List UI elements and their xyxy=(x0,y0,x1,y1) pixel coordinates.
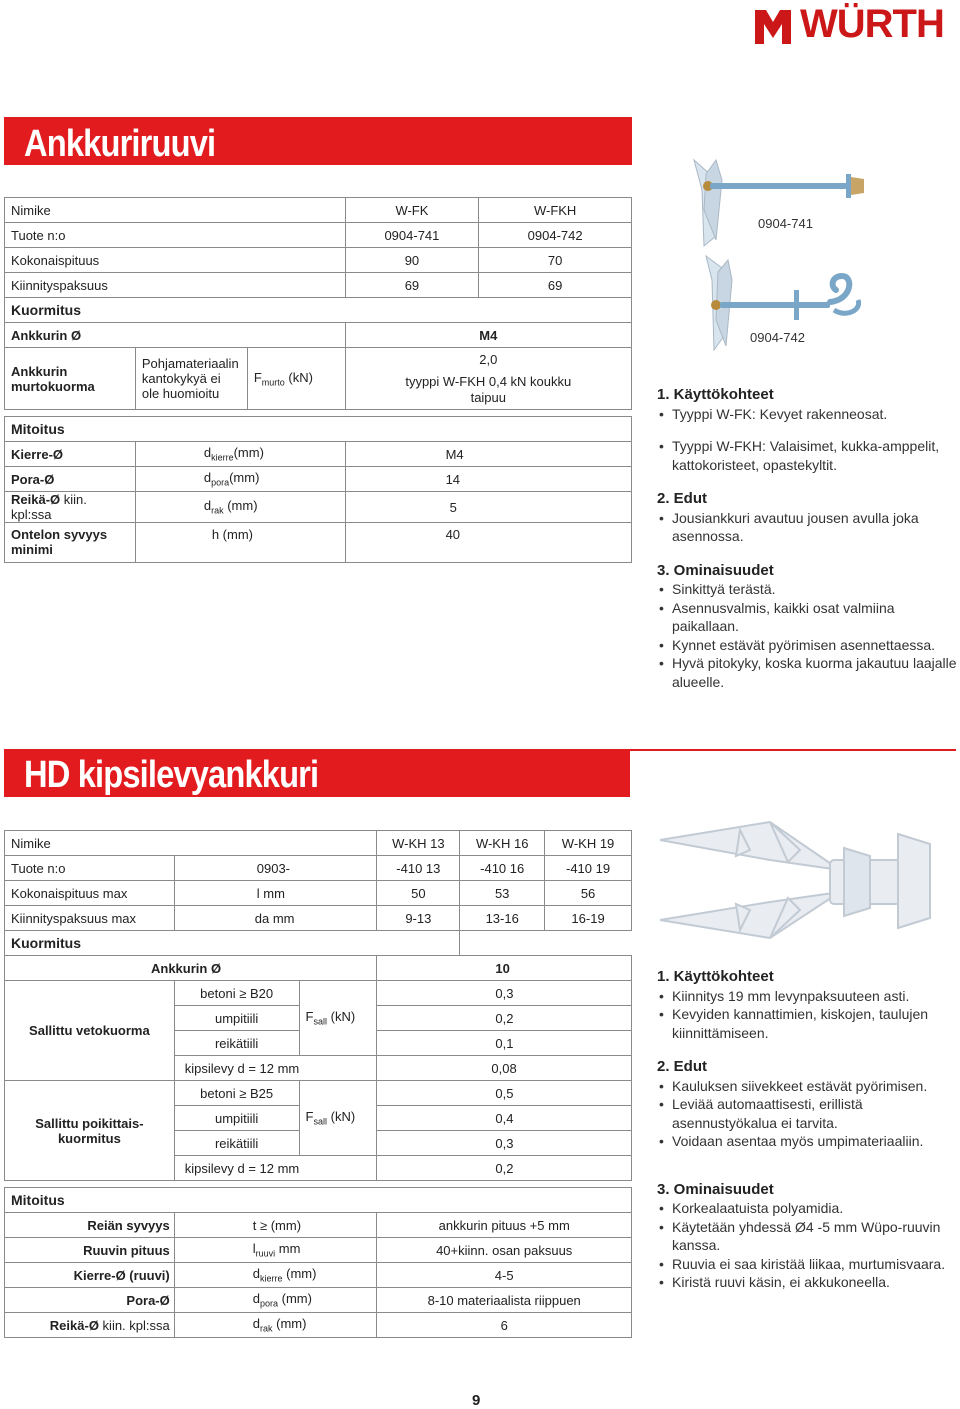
table-cell: 40+kiinn. osan paksuus xyxy=(377,1238,632,1263)
table-row xyxy=(5,931,632,956)
table-cell: reikätiili xyxy=(174,1031,299,1056)
list-item: • Hyvä pitokyky, koska kuorma jakautuu laajalle alueelle. xyxy=(657,654,957,691)
table-cell: W-FK xyxy=(345,198,479,223)
row-label: Kokonaispituus xyxy=(5,248,346,273)
section-title-ankkuriruuvi: Ankkuriruuvi xyxy=(4,117,632,165)
list-item: • Voidaan asentaa myös umpimateriaaliin. xyxy=(657,1132,957,1151)
table-row xyxy=(5,492,632,523)
row-label: Sallittu vetokuorma xyxy=(5,981,175,1081)
table-cell: 16-19 xyxy=(545,906,632,931)
list-item: • Jousiankkuri avautuu jousen avulla joka asennossa. xyxy=(657,509,957,546)
table-cell: h (mm) xyxy=(135,523,345,563)
table-cell: $d_{pora}(mm)$ xyxy=(135,467,345,492)
table-row xyxy=(5,467,632,492)
table-cell: 0903- xyxy=(174,856,377,881)
info-heading: 1. Käyttökohteet xyxy=(657,968,774,985)
list-item: • Kiinnitys 19 mm levynpaksuuteen asti. xyxy=(657,987,957,1006)
table-cell: $l_{ruuvi}$ mm xyxy=(174,1238,377,1263)
section-heading: Mitoitus xyxy=(5,1188,632,1213)
table-cell: 0,1 xyxy=(377,1031,632,1056)
list-item: • Käytetään yhdessä Ø4 -5 mm Wüpo-ruuvin kanssa. xyxy=(657,1218,957,1255)
table-cell: kipsilevy d = 12 mm xyxy=(174,1156,377,1181)
table-cell: 0,3 xyxy=(377,1131,632,1156)
table-cell: 6 xyxy=(377,1313,632,1338)
row-label: Ankkurin Ø xyxy=(5,323,346,348)
table-row xyxy=(5,1188,632,1213)
table-cell: -410 13 xyxy=(377,856,460,881)
table-cell: W-FKH xyxy=(479,198,632,223)
row-label: Kiinnityspaksuus max xyxy=(5,906,175,931)
hollow-wall-anchor-image xyxy=(640,800,956,960)
table-cell: $d_{rak}$ (mm) xyxy=(174,1313,377,1338)
table-cell: betoni ≥ B20 xyxy=(174,981,299,1006)
table-cell: 0,3 xyxy=(377,981,632,1006)
table-cell: W-KH 19 xyxy=(545,831,632,856)
info-heading: 1. Käyttökohteet xyxy=(657,386,774,403)
wurth-logo xyxy=(752,4,957,50)
table-cell: $d_{kierre}$ (mm) xyxy=(174,1263,377,1288)
list-item: • Kauluksen siivekkeet estävät pyörimisen. xyxy=(657,1077,957,1096)
murto-note: tyyppi W-FKH 0,4 kN koukku taipuu xyxy=(405,373,572,405)
spec-table-ankkuriruuvi xyxy=(4,197,632,563)
row-label: Tuote n:o xyxy=(5,223,346,248)
table-cell xyxy=(345,348,631,410)
table-cell: 8-10 materiaalista riippuen xyxy=(377,1288,632,1313)
table-row xyxy=(5,1263,632,1288)
table-cell: $F_{sall}$ (kN) xyxy=(299,1081,377,1156)
wurth-logo-icon xyxy=(752,6,794,48)
list-item: • Kiristä ruuvi käsin, ei akkukoneella. xyxy=(657,1273,957,1292)
table-row xyxy=(5,1288,632,1313)
table-row xyxy=(5,298,632,323)
table-cell: betoni ≥ B25 xyxy=(174,1081,299,1106)
table-row xyxy=(5,1238,632,1263)
table-cell: 70 xyxy=(479,248,632,273)
table-row xyxy=(5,1313,632,1338)
anchor-product-image xyxy=(676,150,896,360)
table-cell: 14 xyxy=(345,467,631,492)
table-cell: 56 xyxy=(545,881,632,906)
row-label: Kierre-Ø (ruuvi) xyxy=(5,1263,175,1288)
table-cell: $d_{rak}$ (mm) xyxy=(135,492,345,523)
row-label: Tuote n:o xyxy=(5,856,175,881)
row-label: Nimike xyxy=(5,198,346,223)
table-row xyxy=(5,348,632,410)
list-item: • Asennusvalmis, kaikki osat valmiina paikallaan. xyxy=(657,599,957,636)
row-label: Reikä-Ø kiin. kpl:ssa xyxy=(5,492,136,523)
table-cell: 13-16 xyxy=(460,906,545,931)
info-block-ankkuriruuvi xyxy=(657,386,957,691)
table-cell: $F_{sall}$ (kN) xyxy=(299,981,377,1056)
info-heading: 2. Edut xyxy=(657,490,708,507)
product-code-2: 0904-742 xyxy=(750,330,805,345)
table-cell: 50 xyxy=(377,881,460,906)
table-cell: 69 xyxy=(479,273,632,298)
table-cell: reikätiili xyxy=(174,1131,299,1156)
table-cell: 0,2 xyxy=(377,1156,632,1181)
table-cell: $d_{kierre}(mm)$ xyxy=(135,442,345,467)
table-cell: 4-5 xyxy=(377,1263,632,1288)
row-label: Ankkurin Ø xyxy=(5,956,377,981)
table-cell: M4 xyxy=(345,442,631,467)
info-heading: 2. Edut xyxy=(657,1058,708,1075)
list-item: • Korkealaatuista polyamidia. xyxy=(657,1199,957,1218)
table-cell: 40 xyxy=(345,523,631,563)
list-item: • Kynnet estävät pyörimisen asennettaessa. xyxy=(657,636,957,655)
spec-table-kipsilevyankkuri xyxy=(4,830,632,1338)
table-row xyxy=(5,223,632,248)
plasterboard-anchor-icon xyxy=(660,822,930,938)
table-cell: 5 xyxy=(345,492,631,523)
table-row xyxy=(5,323,632,348)
section-heading: Kuormitus xyxy=(5,298,632,323)
table-cell: 9-13 xyxy=(377,906,460,931)
table-row xyxy=(5,1213,632,1238)
table-cell: Pohjamateriaalin kantokykyä ei ole huomioitu xyxy=(135,348,247,410)
logo-text: WÜRTH xyxy=(800,2,944,46)
table-cell: M4 xyxy=(345,323,631,348)
table-cell: $d_{pora}$ (mm) xyxy=(174,1288,377,1313)
table-cell: 0904-742 xyxy=(479,223,632,248)
table-cell: t ≥ (mm) xyxy=(174,1213,377,1238)
row-label: Ontelon syvyys minimi xyxy=(5,523,136,563)
table-row xyxy=(5,881,632,906)
table-row xyxy=(5,956,632,981)
row-label: Ankkurin murtokuorma xyxy=(5,348,136,410)
table-cell: 69 xyxy=(345,273,479,298)
row-label: Reiän syvyys xyxy=(5,1213,175,1238)
list-item: • Sinkittyä terästä. xyxy=(657,580,957,599)
table-cell: W-KH 13 xyxy=(377,831,460,856)
table-cell: 53 xyxy=(460,881,545,906)
product-code-1: 0904-741 xyxy=(758,216,813,231)
row-label: Pora-Ø xyxy=(5,467,136,492)
row-label: Sallittu poikittais-kuormitus xyxy=(5,1081,175,1181)
table-cell: W-KH 16 xyxy=(460,831,545,856)
info-block-kipsilevyankkuri xyxy=(657,968,957,1292)
table-cell: ankkurin pituus +5 mm xyxy=(377,1213,632,1238)
table-row xyxy=(5,273,632,298)
title-divider xyxy=(630,749,956,751)
row-label: Ruuvin pituus xyxy=(5,1238,175,1263)
section-heading: Mitoitus xyxy=(5,417,632,442)
list-item: • Tyyppi W-FKH: Valaisimet, kukka-amppelit, kattokoristeet, opastekyltit. xyxy=(657,437,957,474)
section-heading: Kuormitus xyxy=(5,931,460,956)
section-title-hd-kipsilevyankkuri: HD kipsilevyankkuri xyxy=(4,749,630,797)
row-label: Nimike xyxy=(5,831,377,856)
table-cell: -410 19 xyxy=(545,856,632,881)
table-row xyxy=(5,981,632,1006)
list-item: • Kevyiden kannattimien, kiskojen, taulujen kiinnittämiseen. xyxy=(657,1005,957,1042)
row-label: Kierre-Ø xyxy=(5,442,136,467)
table-cell: 0,2 xyxy=(377,1006,632,1031)
list-item: • Ruuvia ei saa kiristää liikaa, murtumisvaara. xyxy=(657,1255,957,1274)
page-number: 9 xyxy=(472,1392,481,1409)
table-cell: 10 xyxy=(377,956,632,981)
table-row xyxy=(5,1081,632,1106)
row-label: Pora-Ø xyxy=(5,1288,175,1313)
row-label: Kiinnityspaksuus xyxy=(5,273,346,298)
table-cell: kipsilevy d = 12 mm xyxy=(174,1056,377,1081)
table-cell: 0,08 xyxy=(377,1056,632,1081)
table-row xyxy=(5,248,632,273)
row-label: Reikä-Ø kiin. kpl:ssa xyxy=(5,1313,175,1338)
list-item: • Leviää automaattisesti, erillistä asennustyökalua ei tarvita. xyxy=(657,1095,957,1132)
table-cell: l mm xyxy=(174,881,377,906)
table-row xyxy=(5,442,632,467)
table-cell: umpitiili xyxy=(174,1006,299,1031)
toggle-bolt-icon xyxy=(694,160,864,246)
table-cell: 0,4 xyxy=(377,1106,632,1131)
table-row xyxy=(5,856,632,881)
table-cell: 90 xyxy=(345,248,479,273)
table-cell: 0,5 xyxy=(377,1081,632,1106)
table-cell: -410 16 xyxy=(460,856,545,881)
table-cell: da mm xyxy=(174,906,377,931)
table-cell: $F_{murto}$ (kN) xyxy=(247,348,345,410)
info-heading: 3. Ominaisuudet xyxy=(657,561,774,579)
row-label: Kokonaispituus max xyxy=(5,881,175,906)
murto-value: 2,0 xyxy=(479,351,498,367)
table-cell: 0904-741 xyxy=(345,223,479,248)
table-cell: umpitiili xyxy=(174,1106,299,1131)
list-item: • Tyyppi W-FK: Kevyet rakenneosat. xyxy=(657,405,957,424)
table-row xyxy=(5,198,632,223)
info-heading: 3. Ominaisuudet xyxy=(657,1180,774,1198)
table-row xyxy=(5,523,632,563)
table-row xyxy=(5,906,632,931)
table-row xyxy=(5,417,632,442)
table-row xyxy=(5,831,632,856)
